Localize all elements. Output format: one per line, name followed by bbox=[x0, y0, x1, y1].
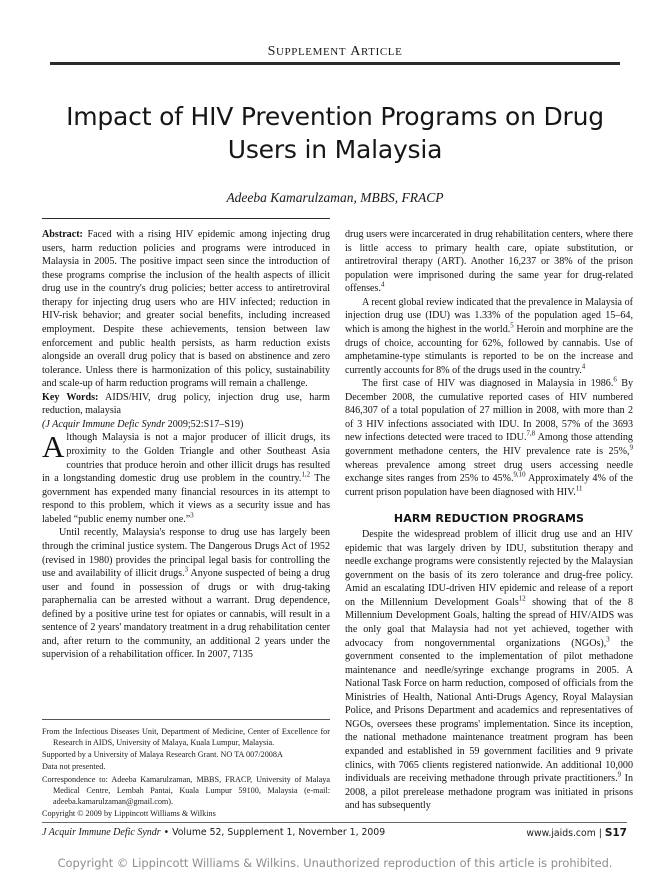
footer-page-number: S17 bbox=[604, 827, 627, 839]
incarceration-text: drug users were incarcerated in drug rehabilitation centers, where there is little access to primary health care, opiate substitution, or antiretroviral therapy (ART). Another 16,237 or 38% of the prison population were imprisoned during the same year for drug-related offenses. bbox=[345, 229, 633, 295]
harm-reduction-text-part4: In 2008, a pilot prerelease methadone program was initiated in prisons and has subsequently bbox=[345, 773, 633, 812]
citation-detail: 2009;52:S17–S19) bbox=[165, 418, 244, 430]
reference-marker: 4 bbox=[581, 363, 586, 371]
footer-website-page bbox=[526, 827, 627, 839]
hiv-history-text-part5: Approximately 4% of the current prison population have been diagnosed with HIV. bbox=[345, 473, 633, 498]
intro-paragraph bbox=[42, 431, 330, 526]
section-heading-harm-reduction: HARM REDUCTION PROGRAMS bbox=[393, 512, 585, 526]
reference-marker: 3 bbox=[606, 636, 610, 644]
hiv-history-text-part1: The first case of HIV was diagnosed in Malaysia in 1986. bbox=[362, 378, 614, 390]
harm-reduction-paragraph bbox=[345, 528, 633, 813]
harm-reduction-text-part3: the government consented to the implementation of pilot methadone maintenance and needle/syringe exchange programs in 2005. A National Task Force on harm reduction, composed of officials from the Ministries of Health, National Anti-Drugs Agency, Royal Malaysian Police, and Prisons Department and academics and representatives of NGOs, oversees these programs' implementation. Since its inception, the national methadone maintenance treatment program has been expanded and established in 59 government facilities and 9 private clinics, with 7065 clients registered nationwide. An additional 10,000 individuals are receiving methadone through private practitioners. bbox=[345, 637, 633, 785]
footnote-affiliation: From the Infectious Diseases Unit, Department of Medicine, Center of Excellence for Research in AIDS, University of Malaya, Kuala Lumpur, Malaysia. bbox=[42, 727, 330, 748]
prevalence-text-part1: A recent global review indicated that the prevalence in Malaysia of injection drug use (IDU) was 1.33% of the population aged 15–64, which is among the highest in the world. bbox=[345, 296, 633, 335]
supplement-article-header bbox=[50, 44, 620, 60]
reference-marker: 4 bbox=[380, 281, 385, 289]
hiv-history-text-part4: whereas prevalence among street drug users accessing needle exchange sites ranges from 25% to 45%. bbox=[345, 459, 633, 485]
footer-rule bbox=[42, 822, 627, 823]
reference-marker: 6 bbox=[613, 376, 617, 384]
hiv-history-paragraph bbox=[345, 377, 633, 499]
reference-marker: 9,10 bbox=[513, 471, 526, 479]
abstract-rule bbox=[42, 218, 330, 219]
reference-marker: 9 bbox=[617, 771, 622, 779]
footer-journal-name: J Acquir Immune Defic Syndr bbox=[42, 827, 161, 838]
incarceration-paragraph bbox=[345, 228, 633, 296]
footnote-block bbox=[42, 726, 330, 820]
reference-marker: 7,8 bbox=[526, 431, 536, 439]
journal-citation bbox=[42, 418, 330, 432]
drop-cap: A bbox=[42, 429, 65, 465]
header-rule bbox=[50, 62, 620, 65]
citation-journal: (J Acquir Immune Defic Syndr bbox=[42, 418, 166, 430]
criminal-justice-text-part2: Anyone suspected of being a drug user and found in possession of drugs or with drug-taking paraphernalia can be arrested without a warrant. Drug dependence, defined by a positive urine test for opiates or cannabis, will result in a sentence of 2 years' mandatory treatment in a drug rehabilitation center and, after return to the community, an additional 2 years under the supervision of a rehabilitation officer. In 2007, 7135 bbox=[42, 568, 330, 661]
copyright-watermark: Copyright © Lippincott Williams & Wilkins. Unauthorized reproduction of this article is prohibited. bbox=[57, 856, 613, 870]
harm-reduction-text-part2: showing that of the 8 Millennium Development Goals, halting the spread of HIV/AIDS was the only goal that Malaysia had not yet achieved, together with advocacy from nongovernmental organizations (NGOs), bbox=[345, 596, 634, 649]
footer-separator: | bbox=[595, 828, 605, 839]
criminal-justice-paragraph bbox=[42, 526, 330, 662]
abstract-label: Abstract: bbox=[42, 229, 83, 240]
footnote-copyright: Copyright © 2009 by Lippincott Williams & Wilkins bbox=[42, 809, 216, 819]
keywords-text: AIDS/HIV, drug policy, injection drug use, harm reduction, malaysia bbox=[42, 391, 331, 417]
reference-marker: 3 bbox=[184, 566, 189, 574]
reference-marker: 12 bbox=[518, 595, 526, 603]
reference-marker: 11 bbox=[575, 485, 583, 493]
footer-volume-info: • Volume 52, Supplement 1, November 1, 2009 bbox=[160, 827, 386, 838]
footer-journal-info bbox=[42, 827, 385, 838]
right-column bbox=[345, 228, 633, 813]
footnote-data-statement: Data not presented. bbox=[42, 762, 106, 772]
prevalence-paragraph bbox=[345, 296, 633, 377]
author-byline: Adeeba Kamarulzaman, MBBS, FRACP bbox=[226, 190, 444, 205]
supplement-header-text: SUPPLEMENT ARTICLE bbox=[267, 44, 403, 59]
intro-text-part2: The government has expended many financial resources in its attempt to respond to this problem, which it views as a security issue and has labeled “public enemy number one.” bbox=[42, 473, 330, 525]
prevalence-text-part2: Heroin and morphine are the drugs of choice, accounting for 62%, followed by cannabis. Use of amphetamine-type stimulants is reported to be on the increase and currently accounts for 8% of the drugs used in the country. bbox=[345, 323, 634, 376]
reference-marker: 9 bbox=[629, 444, 633, 452]
footer-website-link[interactable]: www.jaids.com bbox=[526, 828, 596, 839]
harm-reduction-text-part1: Despite the widespread problem of illicit drug use and an HIV epidemic that was largely driven by IDU, substitution therapy and needle exchange programs were consistently rejected by the Malaysian government on the basis of its zero tolerance and drug-free policy. Amid an escalating IDU-driven HIV epidemic and release of a report on the Millennium Development Goals bbox=[345, 529, 633, 608]
left-column bbox=[42, 228, 330, 662]
footnote-funding: Supported by a University of Malaya Research Grant. NO TA 007/2008A bbox=[42, 750, 283, 760]
intro-text-part1: lthough Malaysia is not a major producer of illicit drugs, its proximity to the Golden Triangle and other Southeast Asia countries that produce heroin and other illicit drugs has resulted in a longstanding domestic drug use problem in the country. bbox=[42, 432, 330, 485]
reference-marker: 1,2 bbox=[301, 471, 311, 479]
hiv-history-text-part3: Among those attending government methadone centers, the HIV prevalence rate is 25%, bbox=[345, 432, 633, 457]
abstract-text: Faced with a rising HIV epidemic among injecting drug users, harm reduction policies and programs were introduced in Malaysia in 2005. The positive impact seen since the introduction of these programs comprise the inclusion of the health aspects of illicit drug use in the country's drug policies; better access to antiretroviral therapy for injecting drug users who are HIV infected; reduction in HIV-risk behavior; and greater social benefits, including increased employment. Despite these achievements, tension between law enforcement and public health persists, as harm reduction exists alongside an overall drug policy that is based on abstinence and zero tolerance. Unless there is harmonization of this policy, sustainability and scale-up of harm reduction programs will remain a challenge. bbox=[42, 229, 330, 390]
criminal-justice-text-part1: Until recently, Malaysia's response to drug use has largely been through the criminal justice system. The Dangerous Drugs Act of 1952 (revised in 1980) provides the principal legal basis for controlling the use and availability of illicit drugs. bbox=[42, 527, 330, 580]
footnote-correspondence: Correspondence to: Adeeba Kamarulzaman, MBBS, FRACP, University of Malaya Medical Centre, Lembah Pantai, Kuala Lumpur 59100, Malaysia (e-mail: adeeba.kamarulzaman@gmail.com). bbox=[42, 774, 330, 806]
reference-marker: 3 bbox=[190, 512, 194, 520]
abstract-paragraph bbox=[42, 228, 330, 391]
hiv-history-text-part2: By December 2008, the cumulative reported cases of HIV numbered 846,307 of a total population of 27 million in 2008, with more than 2 of 3 HIV infections associated with IDU. In 2008, 57% of the 3693 new infections detected were traced to IDU. bbox=[345, 378, 633, 444]
reference-marker: 5 bbox=[510, 322, 514, 330]
footnote-rule bbox=[42, 719, 330, 720]
keywords-paragraph bbox=[42, 391, 330, 418]
keywords-label: Key Words: bbox=[42, 391, 99, 403]
page-title: Impact of HIV Prevention Programs on Drug Users in Malaysia bbox=[66, 102, 604, 164]
